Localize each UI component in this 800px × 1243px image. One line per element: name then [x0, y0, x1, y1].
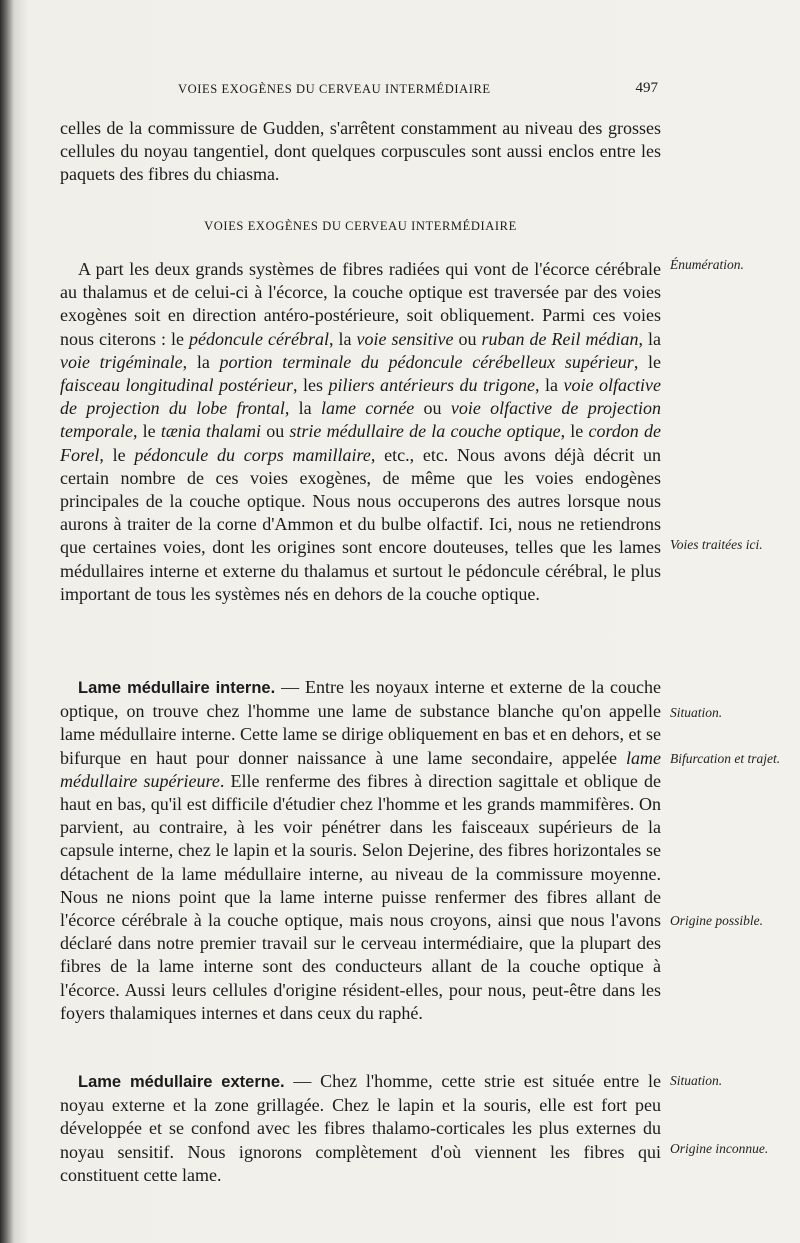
section-title: VOIES EXOGÈNES DU CERVEAU INTERMÉDIAIRE	[204, 219, 517, 233]
continuation-paragraph	[60, 117, 661, 187]
text-run: , le	[560, 421, 589, 442]
paragraph-internal-medullary-lamina	[60, 676, 661, 1025]
run-in-heading: Lame médullaire externe.	[78, 1073, 285, 1091]
margin-note: Origine inconnue.	[670, 1141, 769, 1156]
term: piliers antérieurs du trigone	[328, 375, 536, 396]
text-run: , les	[293, 375, 329, 396]
page-header	[60, 80, 660, 102]
text-run: , la	[638, 328, 661, 349]
term: voie olfactive de projection temporale	[60, 398, 662, 442]
margin-note: Énumération.	[670, 257, 744, 272]
term: voie trigéminale	[60, 351, 183, 372]
paragraph-text	[60, 258, 661, 606]
term: voie sensitive	[356, 328, 454, 349]
text-run: , la	[182, 351, 220, 372]
margin-note: Origine possible.	[670, 913, 763, 928]
term: lame cornée	[320, 398, 415, 419]
term: voie olfactive de projection du lobe frontal	[60, 375, 661, 419]
text-run: ou	[414, 398, 451, 419]
text-run: ou	[453, 328, 482, 349]
term: strie médullaire de la couche optique	[289, 421, 561, 442]
text-run: ou	[261, 421, 290, 442]
term: pédoncule du corps mamillaire	[134, 444, 371, 465]
term: ruban de Reil médian	[481, 328, 639, 349]
term: faisceau longitudinal postérieur	[60, 375, 293, 396]
margin-note: Voies traitées ici.	[670, 537, 763, 552]
text-run: , le	[99, 444, 135, 465]
margin-note: Situation.	[670, 1073, 723, 1088]
text-run: , la	[328, 328, 357, 349]
text-run: — Entre les noyaux interne et externe de la couche optique, on trouve chez l'homme une lame de substance blanche qu'on appelle lame médullaire interne. Cette lame se dirige obliquement en bas et en dehors, et se bifurque en haut pour donner naissance à une lame secondaire, appelée	[60, 677, 662, 768]
term: portion terminale du pédoncule cérébelleux supérieur	[219, 351, 634, 372]
text-run: — Chez l'homme, cette strie est située entre le noyau externe et la zone grillagée. Chez le lapin et la souris, elle est fort peu développée et se confond avec les fibres thalamo-corticales les plus externes du noyau sensitif. Nous ignorons complètement d'où viennent les fibres qui constituent cette lame.	[60, 1071, 662, 1185]
continuation-text: celles de la commissure de Gudden, s'arrêtent constamment au niveau des grosses cellules du noyau tangentiel, dont quelques corpuscules sont aussi enclos entre les paquets des fibres du chiasma.	[60, 118, 661, 185]
text-run: . Elle renferme des fibres à direction sagittale et oblique de haut en bas, qu'il est difficile d'étudier chez l'homme et les grands mammifères. On parvient, au contraire, à les voir pénétrer dans les faisceaux supérieurs de la capsule interne, chez le lapin et la souris. Selon Dejerine, des fibres horizontales se détachent de la lame médullaire interne, au niveau de la commissure moyenne. Nous ne nions point que la lame interne puisse renfermer des fibres allant de l'écorce cérébrale à la couche optique, mais nous croyons, ainsi que nous l'avons déclaré dans notre premier travail sur le cerveau intermédiaire, que la plupart des fibres de la lame interne sont des conducteurs allant de la couche optique à l'écorce. Aussi leurs cellules d'origine résident-elles, pour nous, peut-être dans les foyers thalamiques internes et dans ceux du raphé.	[60, 770, 662, 1023]
running-title: VOIES EXOGÈNES DU CERVEAU INTERMÉDIAIRE	[178, 82, 491, 96]
text-run: , etc., etc. Nous avons déjà décrit un certain nombre de ces voies exogènes, de même que les voies endogènes principales de la couche optique. Nous nous occuperons des autres lorsque nous aurons à traiter de la corne d'Ammon et du bulbe olfactif. Ici, nous ne retiendrons que certaines voies, dont les origines sont encore douteuses, telles que les lames médullaires interne et externe du thalamus et surtout le pédoncule cérébral, le plus important de tous les systèmes nés en dehors de la couche optique.	[60, 444, 661, 604]
paragraph-enumeration	[60, 258, 661, 606]
term: lame médullaire supérieure	[60, 747, 661, 791]
term: cordon de Forel	[60, 421, 661, 465]
term: pédoncule cérébral	[189, 328, 329, 349]
text-run: A part les deux grands systèmes de fibres radiées qui vont de l'écorce cérébrale au thalamus et de celui-ci à l'écorce, la couche optique est traversée par des voies exogènes soit en direction antéro-postérieure, soit obliquement. Parmi ces voies nous citerons : le	[60, 259, 661, 349]
paragraph-text	[60, 1070, 661, 1187]
margin-note: Situation.	[670, 705, 723, 720]
page-number: 497	[635, 80, 658, 96]
paragraph-text	[60, 676, 661, 1025]
text-run: , la	[535, 375, 564, 396]
run-in-heading: Lame médullaire interne.	[78, 679, 276, 697]
term: tænia thalami	[160, 421, 262, 442]
text-run: , le	[132, 421, 161, 442]
margin-note: Bifurcation et trajet.	[670, 751, 781, 766]
text-run: , le	[633, 351, 661, 372]
text-run: , la	[284, 398, 321, 419]
paragraph-external-medullary-lamina	[60, 1070, 661, 1187]
